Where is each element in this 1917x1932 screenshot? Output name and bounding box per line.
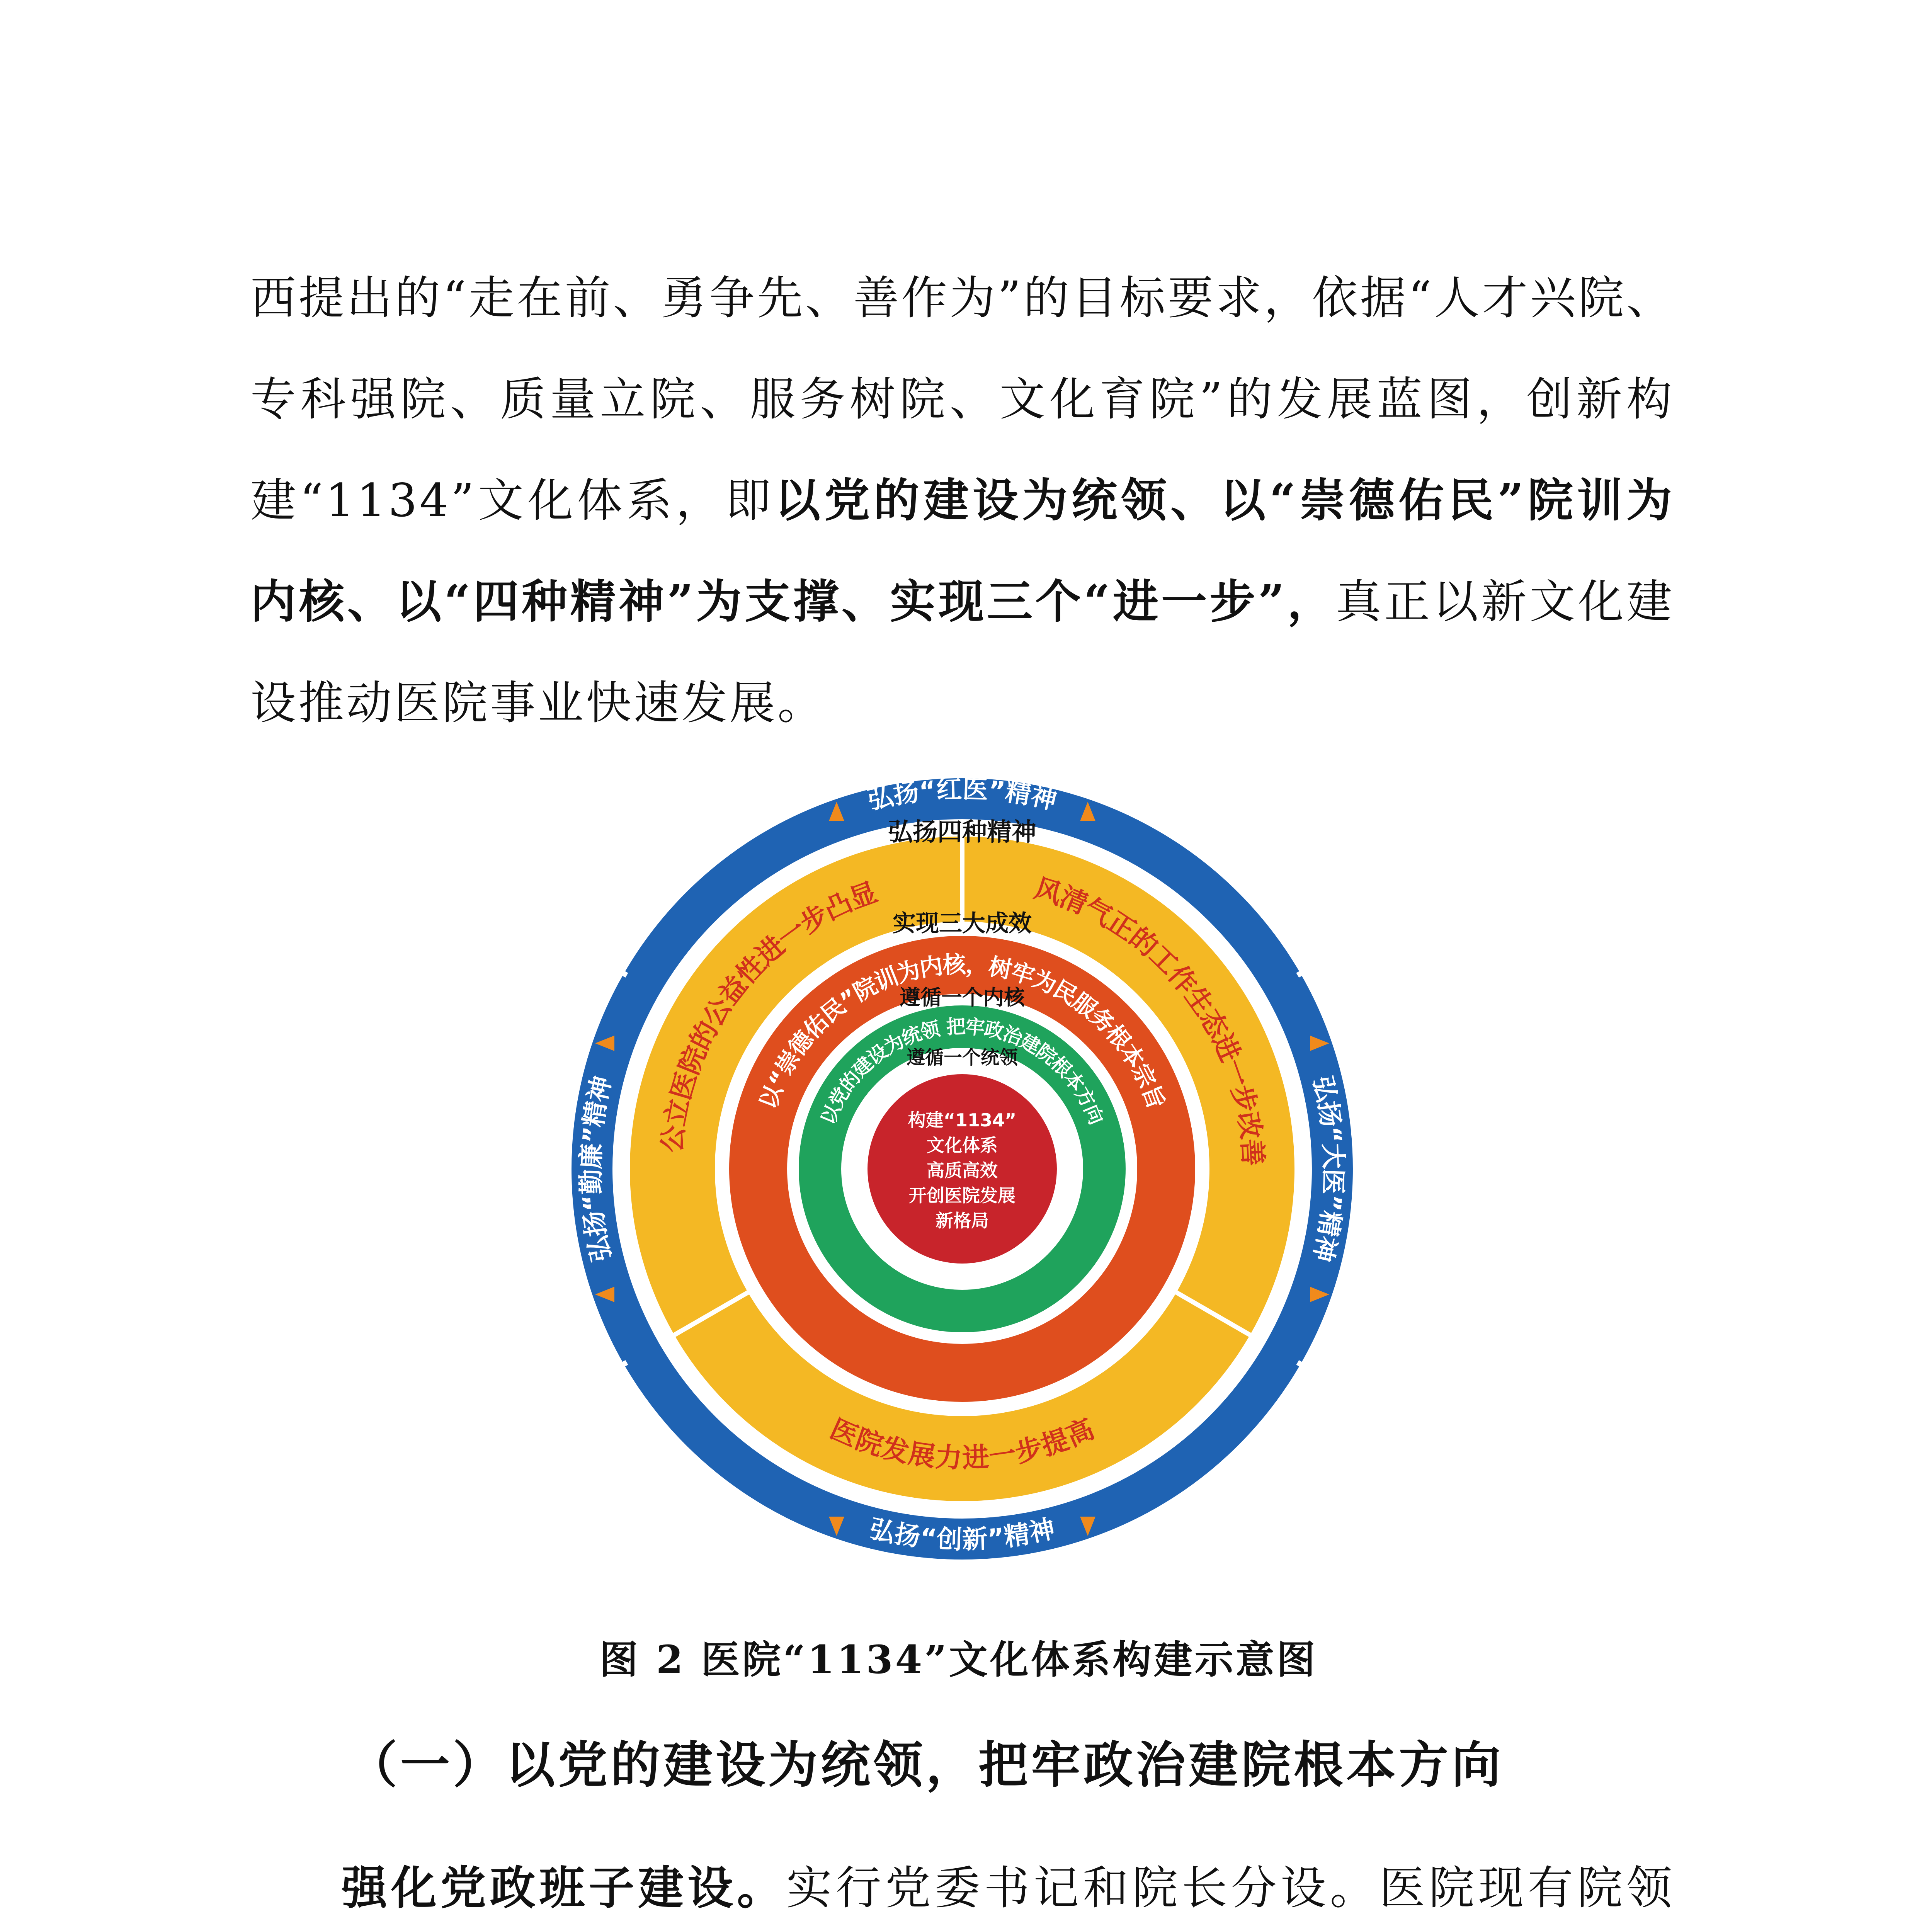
core-line-2: 文化体系 bbox=[927, 1135, 998, 1156]
yellow-bottom-label: 医院发展力进一步提高 bbox=[825, 1413, 1099, 1474]
intro-text-1: 西提出的“走在前、勇争先、善作为”的目标要求，依据“人才兴院、专科强院、质量立院、服务树院、文化育院”的发展蓝图，创新构建“1134”文化体系，即 bbox=[250, 271, 1674, 527]
yellow-right-label: 风清气正的工作生态进一步改善 bbox=[1031, 872, 1269, 1167]
blue-left-label: 弘扬“勤廉”精神 bbox=[576, 1073, 617, 1265]
culture-system-diagram bbox=[553, 759, 1372, 1578]
section-heading: （一）以党的建设为统领，把牢政治建院根本方向 bbox=[348, 1736, 1504, 1794]
figure-caption: 图 2 医院“1134”文化体系构建示意图 bbox=[599, 1637, 1318, 1682]
yellow-title: 实现三大成效 bbox=[893, 910, 1032, 937]
intro-emphasis: 以党的建设为统领、以“崇德佑民”院训为内核、以“四种精神”为支撑、实现三个“进一步”， bbox=[250, 473, 1674, 628]
core-line-4: 开创医院发展 bbox=[909, 1185, 1015, 1206]
core-line-5: 新格局 bbox=[936, 1210, 989, 1231]
section-paragraph bbox=[250, 1837, 1674, 1932]
green-arc-label: 以党的建设为统领 把牢政治建院根本方向 bbox=[816, 1015, 1108, 1128]
blue-title: 弘扬四种精神 bbox=[888, 818, 1036, 847]
intro-text-2: 真正以新文化建设推动医院事业快速发展。 bbox=[250, 575, 1674, 730]
blue-bottom-label: 弘扬“创新”精神 bbox=[866, 1514, 1058, 1555]
red-title: 遵循一个内核 bbox=[900, 985, 1025, 1010]
section-lead-1: 强化党政班子建设。 bbox=[342, 1861, 786, 1915]
core-line-3: 高质高效 bbox=[927, 1160, 998, 1181]
section-text-1: 实行党委书记和院长分设。医院现有院领 bbox=[786, 1861, 1674, 1915]
blue-top-label: 弘扬“红医”精神 bbox=[864, 774, 1060, 816]
yellow-left-label: 公立医院的公益性进一步凸显 bbox=[656, 876, 881, 1154]
green-title: 遵循一个统领 bbox=[906, 1047, 1018, 1068]
intro-paragraph bbox=[250, 247, 1674, 753]
core-line-1: 构建“1134” bbox=[908, 1110, 1017, 1131]
blue-right-label: 弘扬“大医”精神 bbox=[1307, 1073, 1349, 1265]
red-arc-label: 以“崇德佑民”院训为内核，树牢为民服务根本宗旨 bbox=[754, 951, 1170, 1113]
